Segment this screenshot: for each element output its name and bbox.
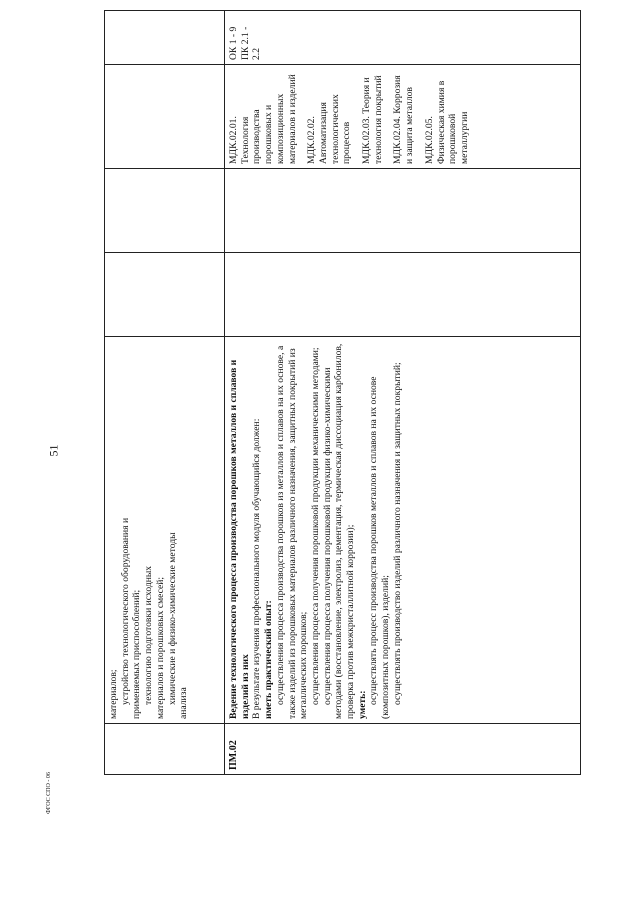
cell-pm-code: ПМ.02 <box>225 724 581 775</box>
competency-table <box>104 10 581 775</box>
cell-empty <box>225 169 581 253</box>
cell-code-empty <box>105 724 225 775</box>
cell-pm-description <box>225 337 581 724</box>
pm-intro: В результате изучения профессионального модуля обучающийся должен: <box>251 418 263 719</box>
mdk-code: МДК.02.04. <box>392 116 404 164</box>
cell-empty <box>225 253 581 337</box>
practical-item: осуществления процесса производства порошков из металлов и сплавов на их основе, а также изделий из порошковых материалов различного назначения, защитных покрытий из металлических порошков; <box>274 345 310 719</box>
text-line: технологию подготовки исходных <box>143 565 155 705</box>
page-number: 51 <box>46 444 61 457</box>
text-line: применяемых приспособлений; <box>131 589 143 719</box>
mdk-name: Коррозия и защита металлов <box>392 75 416 164</box>
competency-ok: ОК 1 - 9 <box>228 26 239 60</box>
pm-title: Ведение технологического процесса производства порошков металлов и сплавов и изделий из них <box>228 359 251 719</box>
skills-item: осуществлять процесс производства порошков металлов и сплавов на их основе (композитных порошков), изделий; <box>368 376 392 719</box>
mdk-name: Автоматизация технологических процессов <box>317 94 353 164</box>
text-line: анализа <box>178 687 190 719</box>
practical-item: осуществления процесса получения порошковой продукции физико-химическими методами (восстановление, электролиз, цементация, термическая диссоциация карбонилов, проверка против межкристаллитной коррозии); <box>321 343 357 719</box>
practical-item: осуществления процесса получения порошковой продукции механическими методами; <box>309 347 321 705</box>
mdk-item <box>392 69 415 164</box>
mdk-code: МДК.02.02. <box>306 116 318 164</box>
text-line: устройство технологического оборудования и <box>119 517 131 705</box>
skills-label: уметь: <box>356 690 368 719</box>
mdk-name: Технология производства порошковых и композиционных материалов и изделий <box>239 74 298 164</box>
skills-item: осуществлять производство изделий различного назначения и защитных покрытий; <box>391 362 403 705</box>
mdk-item <box>306 69 353 164</box>
cell-empty <box>105 65 225 169</box>
mdk-item <box>424 69 471 164</box>
mdk-item <box>361 69 384 164</box>
text-line: материалов и порошковых смесей; <box>154 576 166 719</box>
cell-continuation-text <box>105 337 225 724</box>
competency-pk: ПК 2.1 - 2.2 <box>239 26 263 60</box>
mdk-code: МДК.02.03. <box>361 116 373 164</box>
footer-code: ФГОС СПО - 06 <box>45 772 52 814</box>
text-line: материалов; <box>108 669 119 719</box>
cell-mdk-list <box>225 65 581 169</box>
text-line: химические и физико-химические методы <box>166 532 178 705</box>
practical-label: иметь практический опыт: <box>263 600 275 719</box>
rotated-table-wrapper <box>104 26 581 775</box>
mdk-item <box>228 69 298 164</box>
mdk-code: МДК.02.01. <box>228 116 239 164</box>
cell-empty <box>105 169 225 253</box>
mdk-code: МДК.02.05. <box>423 116 435 164</box>
mdk-name: Теория и технология покрытий <box>361 75 384 164</box>
cell-empty <box>105 253 225 337</box>
mdk-name: Физическая химия в порошковой металлургии <box>435 80 470 164</box>
cell-empty <box>105 11 225 65</box>
table-row-pm02 <box>225 11 581 775</box>
table-row-continuation <box>105 11 225 775</box>
cell-competencies <box>225 11 581 65</box>
